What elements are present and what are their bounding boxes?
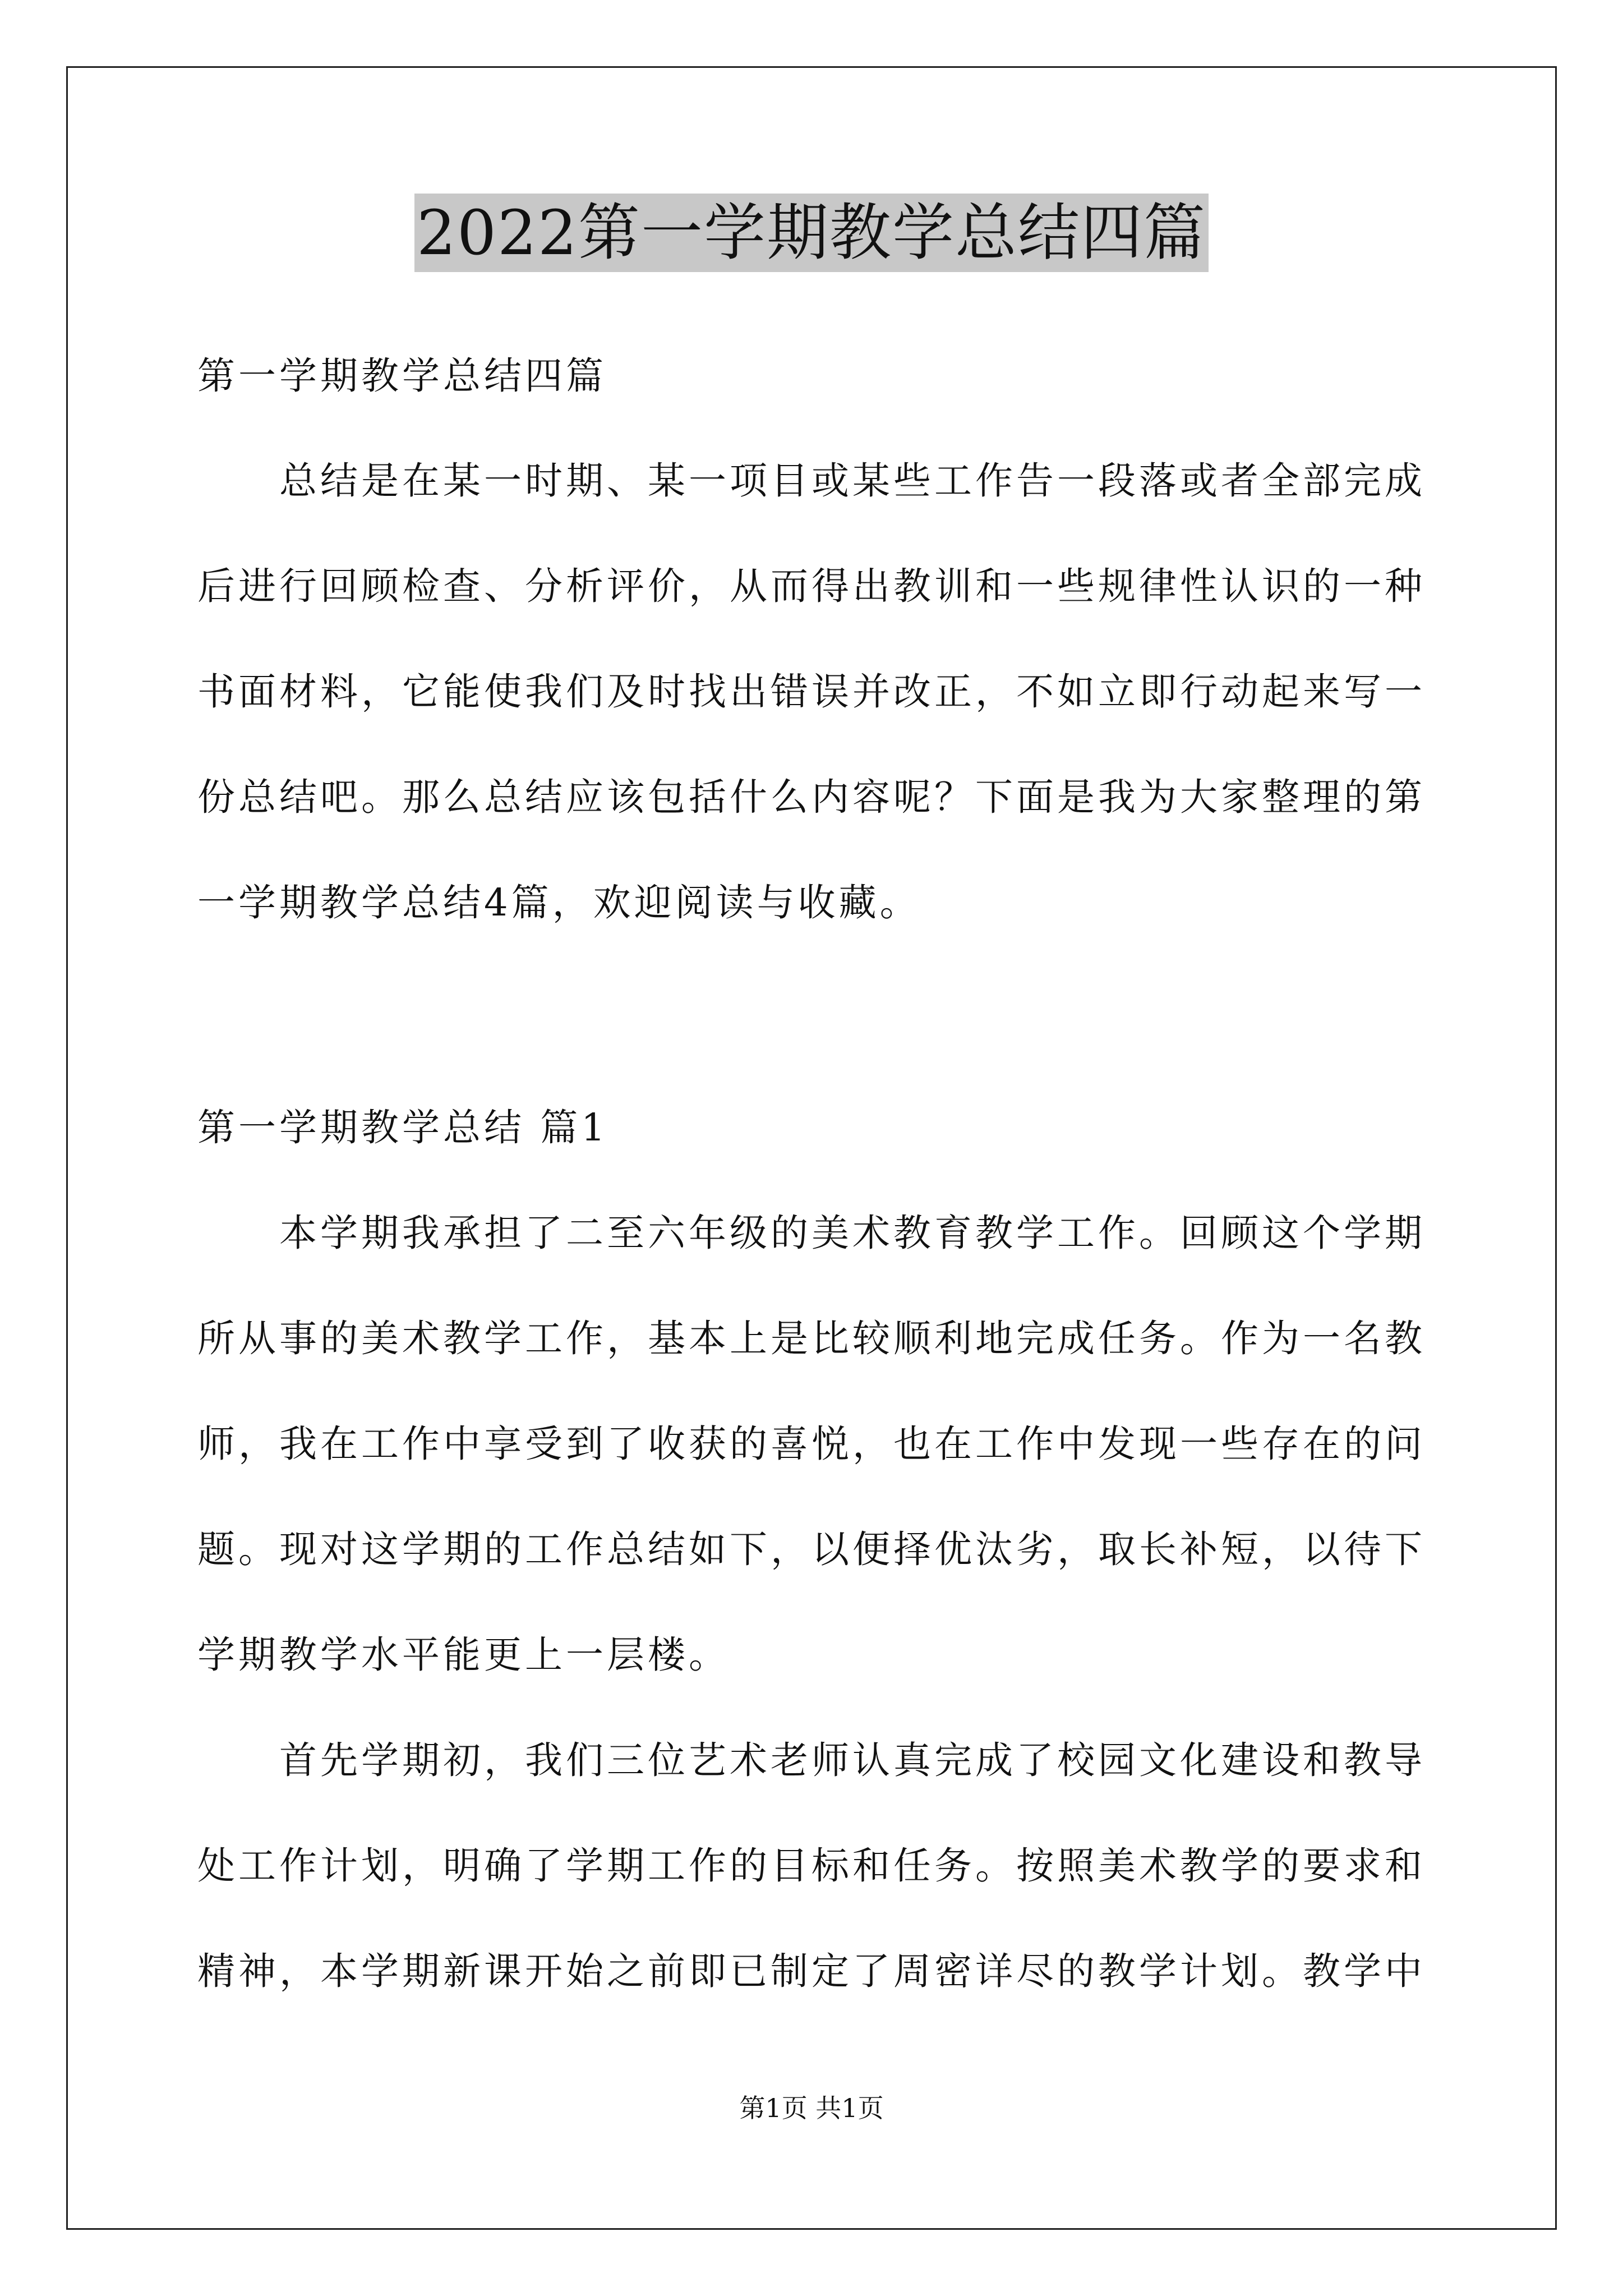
paragraph-line: 精神，本学期新课开始之前即已制定了周密详尽的教学计划。教学中 xyxy=(197,1949,1426,1993)
paragraph-line: 学期教学水平能更上一层楼。 xyxy=(197,1633,730,1677)
intro-line: 份总结吧。那么总结应该包括什么内容呢？下面是我为大家整理的第 xyxy=(197,775,1426,819)
intro-line: 一学期教学总结4篇，欢迎阅读与收藏。 xyxy=(197,881,921,924)
page-footer: 第1页 共1页 xyxy=(739,2093,884,2123)
document-title: 2022第一学期教学总结四篇 xyxy=(414,194,1209,272)
paragraph-line: 题。现对这学期的工作总结如下，以便择优汰劣，取长补短，以待下 xyxy=(197,1527,1426,1571)
paragraph-line: 处工作计划，明确了学期工作的目标和任务。按照美术教学的要求和 xyxy=(197,1844,1426,1888)
title-block xyxy=(0,194,1623,272)
paragraph-line: 所从事的美术教学工作，基本上是比较顺利地完成任务。作为一名教 xyxy=(197,1317,1426,1360)
intro-line: 总结是在某一时期、某一项目或某些工作告一段落或者全部完成 xyxy=(197,459,1426,503)
intro-line: 书面材料，它能使我们及时找出错误并改正，不如立即行动起来写一 xyxy=(197,670,1426,714)
paragraph-line: 首先学期初，我们三位艺术老师认真完成了校园文化建设和教导 xyxy=(197,1738,1426,1782)
document-subtitle: 第一学期教学总结四篇 xyxy=(197,354,607,398)
section-heading: 第一学期教学总结 篇1 xyxy=(197,1106,608,1149)
paragraph-line: 师，我在工作中享受到了收获的喜悦，也在工作中发现一些存在的问 xyxy=(197,1422,1426,1466)
intro-line: 后进行回顾检查、分析评价，从而得出教训和一些规律性认识的一种 xyxy=(197,564,1426,608)
paragraph-line: 本学期我承担了二至六年级的美术教育教学工作。回顾这个学期 xyxy=(197,1211,1426,1255)
